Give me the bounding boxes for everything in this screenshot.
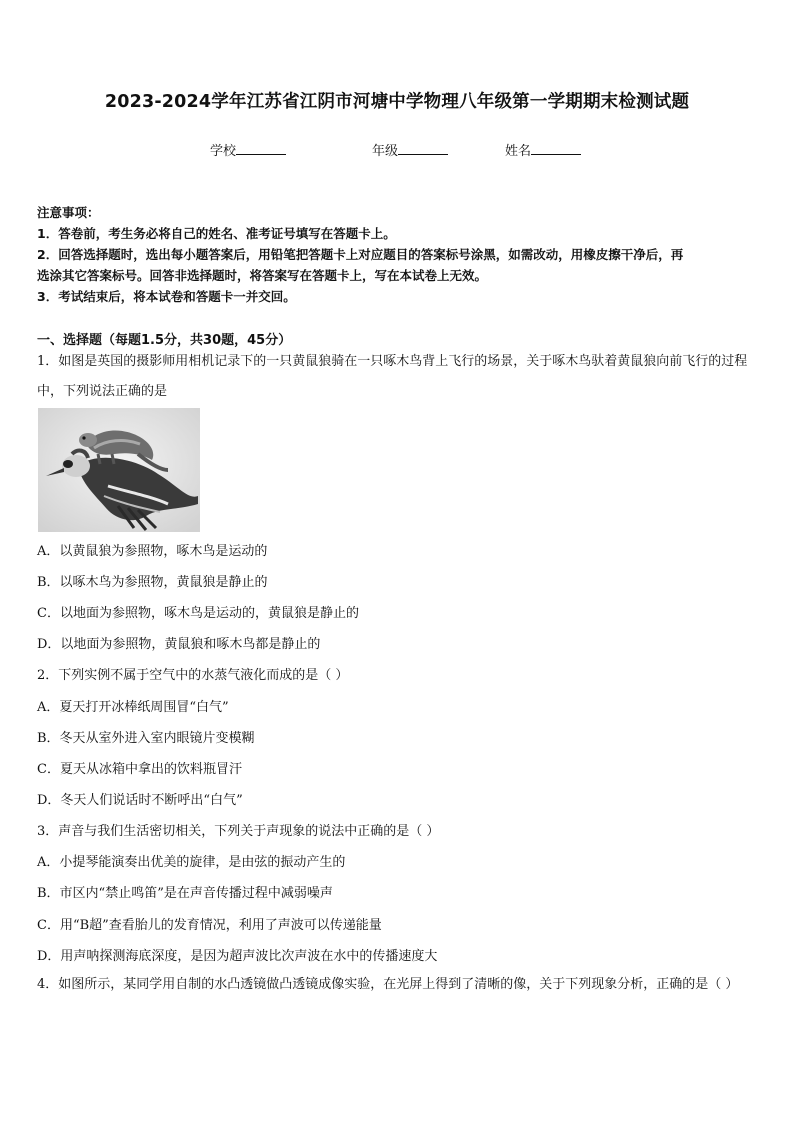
- note-item: 3．考试结束后，将本试卷和答题卡一并交回。: [37, 289, 296, 304]
- q2-option-d[interactable]: D．冬天人们说话时不断呼出“白气”: [37, 793, 243, 808]
- name-label: 姓名: [505, 144, 532, 159]
- q1-option-a[interactable]: A．以黄鼠狼为参照物，啄木鸟是运动的: [37, 544, 268, 559]
- woodpecker-weasel-photo: [38, 408, 200, 532]
- q2-option-a[interactable]: A．夏天打开冰棒纸周围冒“白气”: [37, 700, 229, 715]
- note-item: 2．回答选择题时，选出每小题答案后，用铅笔把答题卡上对应题目的答案标号涂黑，如需改动，用橡皮擦干净后，再: [37, 247, 684, 262]
- note-item: 1．答卷前，考生务必将自己的姓名、准考证号填写在答题卡上。: [37, 226, 396, 241]
- q3-option-a[interactable]: A．小提琴能演奏出优美的旋律，是由弦的振动产生的: [37, 855, 346, 870]
- page-title: 2023-2024学年江苏省江阴市河塘中学物理八年级第一学期期末检测试题: [104, 92, 690, 112]
- q2-option-c[interactable]: C．夏天从冰箱中拿出的饮料瓶冒汗: [37, 762, 242, 777]
- name-blank[interactable]: [531, 142, 581, 155]
- note-item: 选涂其它答案标号。回答非选择题时，将答案写在答题卡上，写在本试卷上无效。: [37, 268, 488, 283]
- grade-field[interactable]: [372, 140, 448, 159]
- question-4-stem: 4．如图所示，某同学用自制的水凸透镜做凸透镜成像实验，在光屏上得到了清晰的像，关于下列现象分析，正确的是（ ）: [37, 977, 739, 992]
- q1-option-b[interactable]: B．以啄木鸟为参照物，黄鼠狼是静止的: [37, 575, 268, 590]
- question-1-stem: 1．如图是英国的摄影师用相机记录下的一只黄鼠狼骑在一只啄木鸟背上飞行的场景，关于啄木鸟驮着黄鼠狼向前飞行的过程中，下列说法正确的是: [37, 354, 748, 399]
- grade-label: 年级: [372, 144, 399, 159]
- q1-option-d[interactable]: D．以地面为参照物，黄鼠狼和啄木鸟都是静止的: [37, 637, 321, 652]
- q2-option-b[interactable]: B．冬天从室外进入室内眼镜片变模糊: [37, 731, 255, 746]
- notes-heading: 注意事项：: [37, 205, 100, 220]
- question-2-stem: 2．下列实例不属于空气中的水蒸气液化而成的是（ ）: [37, 668, 349, 683]
- q3-option-c[interactable]: C．用“B超”查看胎儿的发育情况，利用了声波可以传递能量: [37, 918, 382, 933]
- section-heading: 一、选择题（每题1.5分，共30题，45分）: [37, 333, 292, 348]
- school-field[interactable]: [210, 140, 286, 159]
- name-field[interactable]: [505, 140, 581, 159]
- q3-option-d[interactable]: D．用声呐探测海底深度，是因为超声波比次声波在水中的传播速度大: [37, 949, 438, 964]
- q3-option-b[interactable]: B．市区内“禁止鸣笛”是在声音传播过程中减弱噪声: [37, 886, 333, 901]
- school-label: 学校: [210, 144, 237, 159]
- question-3-stem: 3．声音与我们生活密切相关，下列关于声现象的说法中正确的是（ ）: [37, 824, 440, 839]
- q1-option-c[interactable]: C．以地面为参照物，啄木鸟是运动的，黄鼠狼是静止的: [37, 606, 359, 621]
- grade-blank[interactable]: [398, 142, 448, 155]
- school-blank[interactable]: [236, 142, 286, 155]
